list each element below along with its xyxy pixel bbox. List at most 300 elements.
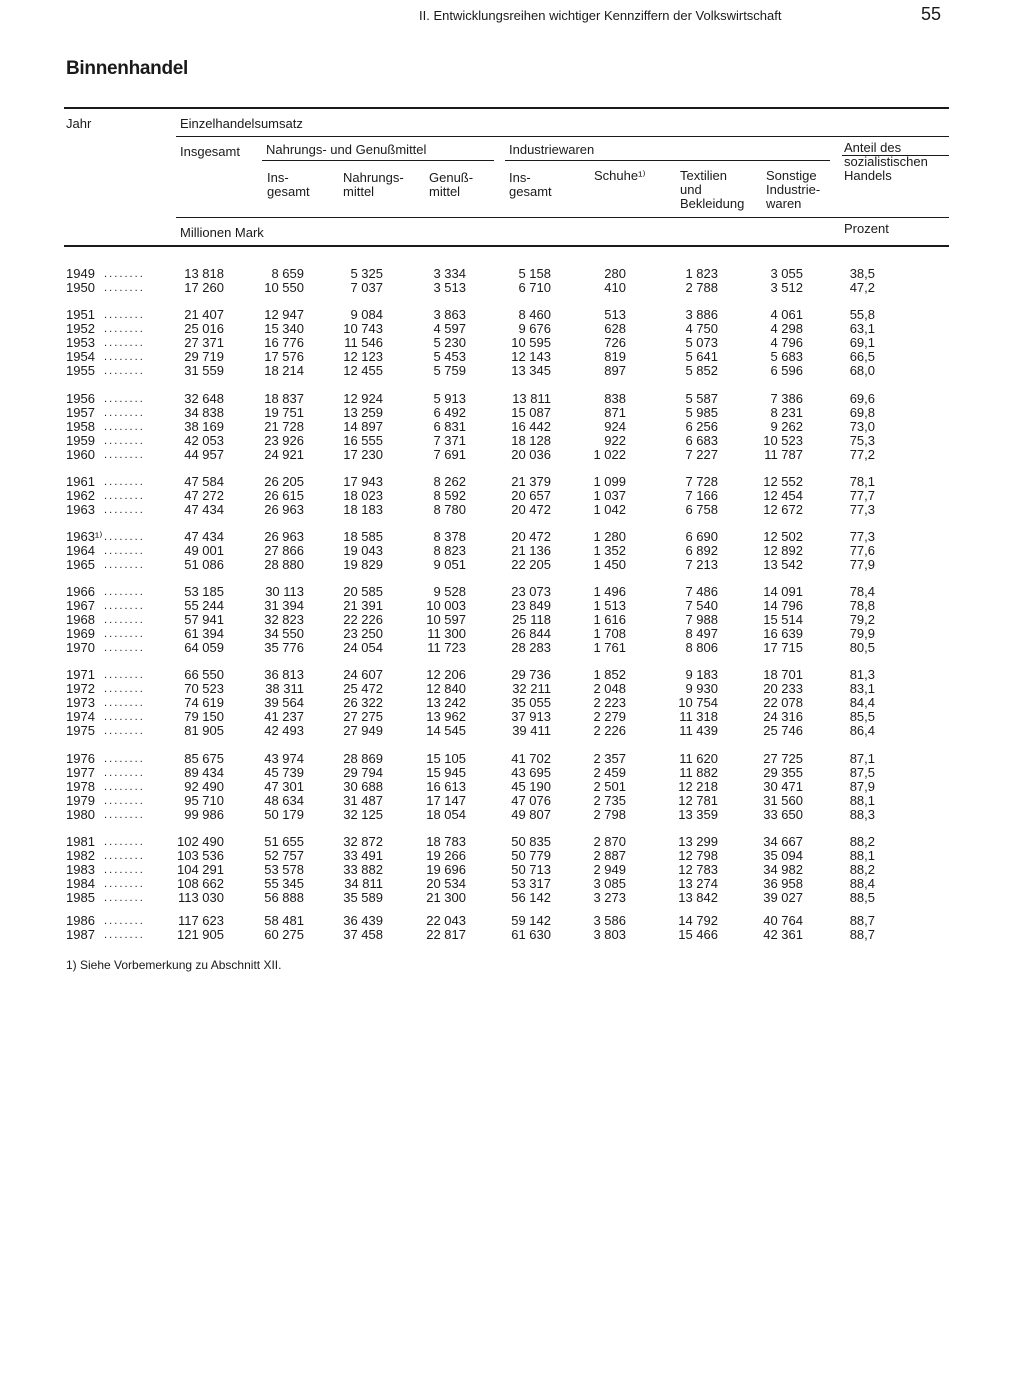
cell-jahr: 1970 <box>66 639 95 655</box>
cell-genussmittel: 14 545 <box>426 722 466 738</box>
cell-nahrung-insgesamt: 26 963 <box>264 501 304 517</box>
cell-anteil: 78,4 <box>849 584 875 599</box>
cell-genussmittel: 5 913 <box>433 391 466 406</box>
cell-schuhe: 1 022 <box>593 446 626 462</box>
cell-schuhe: 1 450 <box>593 556 626 572</box>
table-row <box>0 530 1024 544</box>
table-row <box>0 794 1024 808</box>
cell-jahr: 1981 <box>66 834 95 849</box>
cell-nahrung-insgesamt: 41 237 <box>264 708 304 724</box>
cell-jahr: 1978 <box>66 778 95 794</box>
cell-nahrungsmittel: 27 275 <box>343 708 383 724</box>
cell-genussmittel: 10 003 <box>426 597 466 613</box>
cell-textilien: 5 985 <box>685 404 718 420</box>
cell-insgesamt: 70 523 <box>184 680 224 696</box>
cell-textilien: 6 758 <box>685 501 718 517</box>
cell-insgesamt: 64 059 <box>184 639 224 655</box>
cell-textilien: 6 690 <box>685 529 718 544</box>
table-row <box>0 928 1024 942</box>
cell-schuhe: 1 037 <box>593 487 626 503</box>
cell-anteil: 73,0 <box>849 418 875 434</box>
cell-industrie-insgesamt: 61 630 <box>511 926 551 942</box>
cell-sonstige: 12 454 <box>763 487 803 503</box>
cell-anteil: 69,8 <box>849 404 875 420</box>
table-row <box>0 544 1024 558</box>
cell-jahr: 1974 <box>66 708 95 724</box>
cell-nahrungsmittel: 18 183 <box>343 501 383 517</box>
cell-jahr: 1984 <box>66 875 95 891</box>
cell-sonstige: 7 386 <box>770 391 803 406</box>
cell-industrie-insgesamt: 43 695 <box>511 764 551 780</box>
cell-nahrungsmittel: 18 585 <box>343 529 383 544</box>
cell-schuhe: 2 949 <box>593 861 626 877</box>
cell-genussmittel: 4 597 <box>433 320 466 336</box>
leader-dots: . . . . . . . . <box>104 613 143 626</box>
table-row <box>0 863 1024 877</box>
leader-dots: . . . . . . . . <box>104 753 143 765</box>
header-jahr: Jahr <box>66 116 92 131</box>
table-row <box>0 724 1024 738</box>
cell-insgesamt: 121 905 <box>177 926 224 942</box>
cell-jahr: 1963 <box>66 501 95 517</box>
cell-textilien: 11 882 <box>679 764 718 780</box>
cell-sonstige: 31 560 <box>763 792 803 808</box>
cell-schuhe: 2 870 <box>593 834 626 849</box>
cell-jahr: 1950 <box>66 279 95 295</box>
header-nahrung-insgesamt-line-2: gesamt <box>267 184 310 199</box>
cell-genussmittel: 8 780 <box>433 501 466 517</box>
cell-textilien: 15 466 <box>678 926 718 942</box>
cell-jahr: 1979 <box>66 792 95 808</box>
leader-dots: . . . . . . . . <box>104 808 143 821</box>
cell-anteil: 87,5 <box>849 764 875 780</box>
rule-above-units <box>176 217 949 218</box>
cell-nahrung-insgesamt: 56 888 <box>264 889 304 905</box>
cell-nahrungsmittel: 26 322 <box>343 694 383 710</box>
cell-anteil: 85,5 <box>849 708 875 724</box>
cell-insgesamt: 53 185 <box>184 584 224 599</box>
cell-schuhe: 410 <box>604 279 626 295</box>
cell-genussmittel: 7 371 <box>433 432 466 448</box>
cell-insgesamt: 25 016 <box>184 320 224 336</box>
header-einzelhandelsumsatz: Einzelhandelsumsatz <box>180 116 303 131</box>
cell-genussmittel: 16 613 <box>426 778 466 794</box>
cell-insgesamt: 32 648 <box>184 391 224 406</box>
cell-genussmittel: 22 817 <box>426 926 466 942</box>
cell-genussmittel: 5 759 <box>433 362 466 378</box>
cell-schuhe: 1 852 <box>593 667 626 682</box>
header-anteil-line-2: sozialistischen <box>844 154 928 169</box>
leader-dots: . . . . . . . . <box>104 448 143 461</box>
cell-sonstige: 22 078 <box>763 694 803 710</box>
cell-industrie-insgesamt: 22 205 <box>511 556 551 572</box>
cell-industrie-insgesamt: 21 379 <box>511 474 551 489</box>
table-row <box>0 891 1024 905</box>
cell-insgesamt: 104 291 <box>177 861 224 877</box>
cell-industrie-insgesamt: 32 211 <box>512 680 551 696</box>
cell-schuhe: 2 459 <box>593 764 626 780</box>
cell-textilien: 5 587 <box>685 391 718 406</box>
cell-textilien: 7 540 <box>685 597 718 613</box>
cell-nahrungsmittel: 17 230 <box>343 446 383 462</box>
cell-schuhe: 2 223 <box>593 694 626 710</box>
table-row <box>0 585 1024 599</box>
cell-jahr: 1957 <box>66 404 95 420</box>
cell-insgesamt: 102 490 <box>177 834 224 849</box>
table-row <box>0 877 1024 891</box>
cell-sonstige: 3 512 <box>770 279 803 295</box>
cell-schuhe: 819 <box>604 348 626 364</box>
cell-insgesamt: 13 818 <box>184 266 224 281</box>
cell-jahr: 1973 <box>66 694 95 710</box>
leader-dots: . . . . . . . . <box>104 406 143 419</box>
leader-dots: . . . . . . . . <box>104 780 143 793</box>
table-row <box>0 780 1024 794</box>
cell-insgesamt: 57 941 <box>184 611 224 627</box>
leader-dots: . . . . . . . . <box>104 489 143 502</box>
leader-dots: . . . . . . . . <box>104 268 143 280</box>
cell-nahrung-insgesamt: 48 634 <box>264 792 304 808</box>
cell-anteil: 69,1 <box>849 334 875 350</box>
cell-nahrungsmittel: 12 455 <box>343 362 383 378</box>
cell-schuhe: 1 513 <box>593 597 626 613</box>
cell-jahr: 1987 <box>66 926 95 942</box>
cell-textilien: 9 183 <box>685 667 718 682</box>
cell-jahr: 1953 <box>66 334 95 350</box>
cell-industrie-insgesamt: 50 779 <box>511 847 551 863</box>
leader-dots: . . . . . . . . <box>104 724 143 737</box>
cell-nahrung-insgesamt: 32 823 <box>264 611 304 627</box>
cell-jahr: 1962 <box>66 487 95 503</box>
cell-textilien: 11 318 <box>679 708 718 724</box>
cell-sonstige: 14 091 <box>763 584 803 599</box>
leader-dots: . . . . . . . . <box>104 364 143 377</box>
cell-industrie-insgesamt: 56 142 <box>511 889 551 905</box>
cell-jahr: 1986 <box>66 913 95 928</box>
table-row <box>0 766 1024 780</box>
leader-dots: . . . . . . . . <box>104 503 143 516</box>
leader-dots: . . . . . . . . <box>104 849 143 862</box>
cell-nahrungsmittel: 5 325 <box>350 266 383 281</box>
table-row <box>0 627 1024 641</box>
cell-nahrung-insgesamt: 28 880 <box>264 556 304 572</box>
cell-nahrung-insgesamt: 21 728 <box>264 418 304 434</box>
cell-nahrungsmittel: 24 607 <box>343 667 383 682</box>
cell-sonstige: 24 316 <box>763 708 803 724</box>
cell-sonstige: 39 027 <box>763 889 803 905</box>
leader-dots: . . . . . . . . <box>104 863 143 876</box>
cell-nahrungsmittel: 17 943 <box>343 474 383 489</box>
cell-sonstige: 4 061 <box>770 307 803 322</box>
cell-insgesamt: 21 407 <box>184 307 224 322</box>
leader-dots: . . . . . . . . <box>104 928 143 941</box>
leader-dots: . . . . . . . . <box>104 322 143 335</box>
cell-sonstige: 33 650 <box>763 806 803 822</box>
cell-industrie-insgesamt: 23 073 <box>511 584 551 599</box>
leader-dots: . . . . . . . . <box>104 599 143 612</box>
cell-industrie-insgesamt: 13 811 <box>512 391 551 406</box>
header-nahrung-insgesamt-line-1: Ins- <box>267 170 289 185</box>
cell-genussmittel: 20 534 <box>426 875 466 891</box>
cell-nahrung-insgesamt: 35 776 <box>264 639 304 655</box>
cell-nahrungsmittel: 34 811 <box>344 875 383 891</box>
cell-sonstige: 4 796 <box>770 334 803 350</box>
cell-textilien: 10 754 <box>678 694 718 710</box>
cell-nahrungsmittel: 10 743 <box>343 320 383 336</box>
cell-nahrung-insgesamt: 43 974 <box>264 751 304 766</box>
cell-insgesamt: 29 719 <box>184 348 224 364</box>
table-row <box>0 267 1024 281</box>
cell-genussmittel: 10 597 <box>426 611 466 627</box>
cell-anteil: 88,4 <box>849 875 875 891</box>
cell-anteil: 77,3 <box>849 529 875 544</box>
cell-anteil: 79,2 <box>849 611 875 627</box>
cell-textilien: 7 486 <box>685 584 718 599</box>
cell-insgesamt: 61 394 <box>184 625 224 641</box>
leader-dots: . . . . . . . . <box>104 710 143 723</box>
cell-schuhe: 2 048 <box>593 680 626 696</box>
cell-anteil: 55,8 <box>849 307 875 322</box>
cell-anteil: 63,1 <box>849 320 875 336</box>
cell-schuhe: 2 501 <box>593 778 626 794</box>
table-row <box>0 308 1024 322</box>
cell-sonstige: 9 262 <box>770 418 803 434</box>
leader-dots: . . . . . . . . <box>104 669 143 681</box>
header-sonstige-line-3: waren <box>766 196 802 211</box>
cell-insgesamt: 79 150 <box>184 708 224 724</box>
cell-industrie-insgesamt: 20 472 <box>511 529 551 544</box>
cell-nahrungsmittel: 35 589 <box>343 889 383 905</box>
cell-industrie-insgesamt: 5 158 <box>518 266 551 281</box>
cell-insgesamt: 31 559 <box>184 362 224 378</box>
cell-nahrung-insgesamt: 10 550 <box>264 279 304 295</box>
cell-insgesamt: 95 710 <box>184 792 224 808</box>
header-genussmittel-line-1: Genuß- <box>429 170 474 185</box>
cell-genussmittel: 18 783 <box>426 834 466 849</box>
cell-genussmittel: 8 592 <box>433 487 466 503</box>
table-row <box>0 835 1024 849</box>
table-row <box>0 682 1024 696</box>
cell-nahrungsmittel: 30 688 <box>343 778 383 794</box>
cell-nahrungsmittel: 36 439 <box>343 913 383 928</box>
leader-dots: . . . . . . . . <box>104 309 143 321</box>
cell-sonstige: 18 701 <box>763 667 803 682</box>
leader-dots: . . . . . . . . <box>104 476 143 488</box>
cell-nahrung-insgesamt: 12 947 <box>264 307 304 322</box>
cell-nahrung-insgesamt: 31 394 <box>264 597 304 613</box>
cell-schuhe: 897 <box>604 362 626 378</box>
table-row <box>0 668 1024 682</box>
cell-schuhe: 1 496 <box>593 584 626 599</box>
cell-genussmittel: 15 945 <box>426 764 466 780</box>
table-row <box>0 420 1024 434</box>
cell-anteil: 66,5 <box>849 348 875 364</box>
table-row <box>0 914 1024 928</box>
cell-genussmittel: 8 378 <box>433 529 466 544</box>
cell-genussmittel: 3 334 <box>433 266 466 281</box>
cell-jahr: 1965 <box>66 556 95 572</box>
leader-dots: . . . . . . . . <box>104 682 143 695</box>
cell-nahrung-insgesamt: 53 578 <box>264 861 304 877</box>
leader-dots: . . . . . . . . <box>104 794 143 807</box>
leader-dots: . . . . . . . . <box>104 281 143 294</box>
cell-jahr: 1963¹⁾ <box>66 529 103 544</box>
cell-nahrungsmittel: 13 259 <box>343 404 383 420</box>
cell-textilien: 13 274 <box>678 875 718 891</box>
cell-anteil: 88,1 <box>849 792 875 808</box>
cell-industrie-insgesamt: 6 710 <box>518 279 551 295</box>
cell-anteil: 75,3 <box>849 432 875 448</box>
cell-textilien: 1 823 <box>685 266 718 281</box>
cell-sonstige: 3 055 <box>770 266 803 281</box>
cell-sonstige: 5 683 <box>770 348 803 364</box>
cell-insgesamt: 34 838 <box>184 404 224 420</box>
header-nahrungsmittel-line-2: mittel <box>343 184 375 199</box>
cell-genussmittel: 11 300 <box>427 625 466 641</box>
cell-schuhe: 513 <box>604 307 626 322</box>
cell-schuhe: 2 226 <box>593 722 626 738</box>
cell-jahr: 1969 <box>66 625 95 641</box>
cell-anteil: 78,1 <box>849 474 875 489</box>
leader-dots: . . . . . . . . <box>104 434 143 447</box>
cell-textilien: 6 892 <box>685 542 718 558</box>
table-row <box>0 489 1024 503</box>
cell-sonstige: 12 502 <box>763 529 803 544</box>
cell-jahr: 1967 <box>66 597 95 613</box>
cell-nahrung-insgesamt: 16 776 <box>264 334 304 350</box>
cell-nahrungsmittel: 33 882 <box>343 861 383 877</box>
table-row <box>0 281 1024 295</box>
cell-sonstige: 14 796 <box>763 597 803 613</box>
cell-nahrungsmittel: 11 546 <box>344 334 383 350</box>
cell-jahr: 1951 <box>66 307 95 322</box>
leader-dots: . . . . . . . . <box>104 891 143 904</box>
cell-jahr: 1980 <box>66 806 95 822</box>
cell-insgesamt: 17 260 <box>184 279 224 295</box>
cell-schuhe: 2 798 <box>593 806 626 822</box>
cell-genussmittel: 12 840 <box>426 680 466 696</box>
cell-textilien: 8 806 <box>685 639 718 655</box>
cell-industrie-insgesamt: 50 835 <box>511 834 551 849</box>
cell-nahrung-insgesamt: 15 340 <box>264 320 304 336</box>
cell-sonstige: 29 355 <box>763 764 803 780</box>
leader-dots: . . . . . . . . <box>104 531 143 543</box>
cell-schuhe: 3 273 <box>593 889 626 905</box>
cell-nahrung-insgesamt: 60 275 <box>264 926 304 942</box>
cell-jahr: 1972 <box>66 680 95 696</box>
cell-anteil: 77,9 <box>849 556 875 572</box>
leader-dots: . . . . . . . . <box>104 420 143 433</box>
cell-sonstige: 27 725 <box>763 751 803 766</box>
cell-anteil: 88,5 <box>849 889 875 905</box>
cell-industrie-insgesamt: 50 713 <box>511 861 551 877</box>
cell-textilien: 6 256 <box>685 418 718 434</box>
cell-anteil: 38,5 <box>849 266 875 281</box>
cell-nahrung-insgesamt: 18 214 <box>264 362 304 378</box>
cell-textilien: 5 073 <box>685 334 718 350</box>
cell-schuhe: 628 <box>604 320 626 336</box>
cell-schuhe: 280 <box>604 266 626 281</box>
cell-jahr: 1971 <box>66 667 95 682</box>
cell-nahrung-insgesamt: 26 615 <box>264 487 304 503</box>
cell-anteil: 86,4 <box>849 722 875 738</box>
cell-insgesamt: 47 584 <box>184 474 224 489</box>
cell-nahrung-insgesamt: 36 813 <box>264 667 304 682</box>
cell-insgesamt: 81 905 <box>184 722 224 738</box>
cell-insgesamt: 47 434 <box>184 529 224 544</box>
cell-jahr: 1983 <box>66 861 95 877</box>
cell-jahr: 1966 <box>66 584 95 599</box>
cell-genussmittel: 9 051 <box>433 556 466 572</box>
cell-industrie-insgesamt: 20 657 <box>511 487 551 503</box>
cell-jahr: 1975 <box>66 722 95 738</box>
table-row <box>0 475 1024 489</box>
cell-nahrungsmittel: 18 023 <box>343 487 383 503</box>
cell-nahrungsmittel: 32 125 <box>343 806 383 822</box>
cell-anteil: 77,7 <box>849 487 875 503</box>
cell-industrie-insgesamt: 9 676 <box>518 320 551 336</box>
cell-anteil: 88,2 <box>849 861 875 877</box>
cell-nahrungsmittel: 9 084 <box>350 307 383 322</box>
page-title: Binnenhandel <box>66 58 189 79</box>
cell-schuhe: 1 099 <box>593 474 626 489</box>
cell-sonstige: 4 298 <box>770 320 803 336</box>
cell-sonstige: 12 552 <box>763 474 803 489</box>
cell-genussmittel: 18 054 <box>426 806 466 822</box>
cell-insgesamt: 51 086 <box>184 556 224 572</box>
table-row <box>0 350 1024 364</box>
cell-nahrung-insgesamt: 55 345 <box>264 875 304 891</box>
cell-jahr: 1977 <box>66 764 95 780</box>
cell-industrie-insgesamt: 49 807 <box>511 806 551 822</box>
cell-jahr: 1982 <box>66 847 95 863</box>
cell-sonstige: 30 471 <box>763 778 803 794</box>
cell-textilien: 12 218 <box>678 778 718 794</box>
cell-textilien: 11 439 <box>679 722 718 738</box>
table-row <box>0 392 1024 406</box>
cell-schuhe: 922 <box>604 432 626 448</box>
cell-nahrung-insgesamt: 18 837 <box>264 391 304 406</box>
cell-insgesamt: 42 053 <box>184 432 224 448</box>
cell-schuhe: 924 <box>604 418 626 434</box>
cell-jahr: 1985 <box>66 889 95 905</box>
leader-dots: . . . . . . . . <box>104 544 143 557</box>
rule-under-nahrung-group <box>262 160 494 161</box>
header-textilien-line-3: Bekleidung <box>680 196 745 211</box>
cell-nahrung-insgesamt: 19 751 <box>264 404 304 420</box>
cell-sonstige: 36 958 <box>763 875 803 891</box>
table-row <box>0 322 1024 336</box>
cell-anteil: 77,3 <box>849 501 875 517</box>
cell-insgesamt: 47 272 <box>184 487 224 503</box>
cell-schuhe: 2 735 <box>593 792 626 808</box>
cell-nahrung-insgesamt: 47 301 <box>264 778 304 794</box>
cell-schuhe: 871 <box>604 404 626 420</box>
leader-dots: . . . . . . . . <box>104 696 143 709</box>
cell-sonstige: 25 746 <box>763 722 803 738</box>
cell-insgesamt: 99 986 <box>184 806 224 822</box>
cell-insgesamt: 85 675 <box>184 751 224 766</box>
cell-anteil: 88,3 <box>849 806 875 822</box>
cell-sonstige: 12 672 <box>763 501 803 517</box>
cell-nahrung-insgesamt: 23 926 <box>264 432 304 448</box>
cell-schuhe: 1 761 <box>593 639 626 655</box>
leader-dots: . . . . . . . . <box>104 915 143 927</box>
table-header-bottom-rule <box>64 245 949 247</box>
cell-genussmittel: 7 691 <box>433 446 466 462</box>
cell-genussmittel: 17 147 <box>426 792 466 808</box>
cell-nahrungsmittel: 24 054 <box>343 639 383 655</box>
